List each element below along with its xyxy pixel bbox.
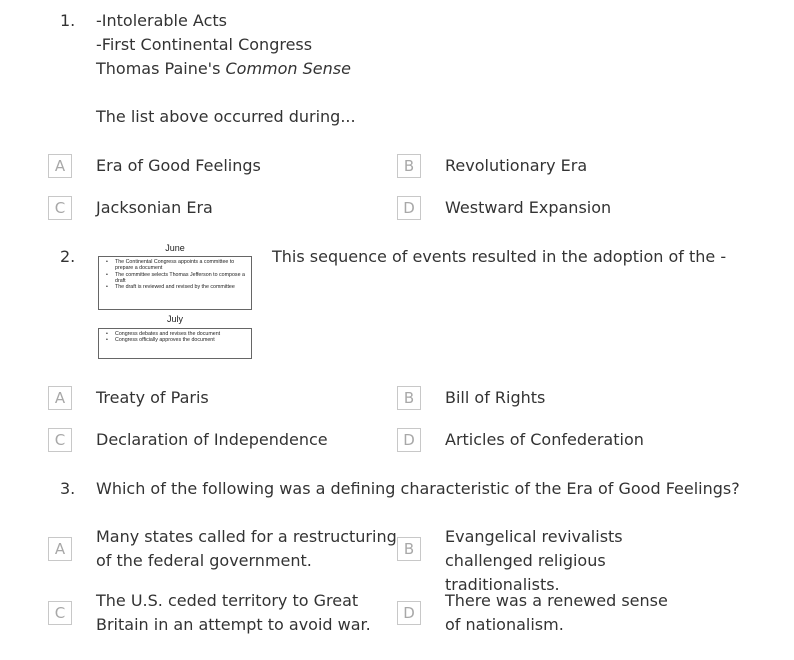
question-2-choice-a-text[interactable]: Treaty of Paris	[96, 388, 209, 407]
question-1-item-first-continental-congress: -First Continental Congress	[96, 35, 313, 54]
question-1-number: 1.	[60, 11, 76, 30]
question-1-choice-c-box[interactable]: C	[48, 196, 72, 220]
question-2-choice-d-text[interactable]: Articles of Confederation	[445, 430, 644, 449]
question-1-choice-a-box[interactable]: A	[48, 154, 72, 178]
timeline-june-label: June	[165, 243, 185, 253]
question-1-choice-b-text[interactable]: Revolutionary Era	[445, 156, 588, 175]
question-3-choice-a-box[interactable]: A	[48, 537, 72, 561]
question-2-choice-c-box[interactable]: C	[48, 428, 72, 452]
question-3-number: 3.	[60, 479, 76, 498]
timeline-july-box	[98, 328, 252, 359]
timeline-july-item: • Congress officially approves the document	[115, 337, 247, 343]
question-2-number: 2.	[60, 247, 76, 266]
question-3-choice-d-box[interactable]: D	[397, 601, 421, 625]
question-2-prompt: This sequence of events resulted in the adoption of the -	[272, 247, 727, 266]
question-1-prompt: The list above occurred during...	[96, 107, 356, 126]
question-3-choice-c-box[interactable]: C	[48, 601, 72, 625]
timeline-june-item: • The committee selects Thomas Jefferson to compose a draft	[115, 272, 247, 285]
timeline-june-item: • The Continental Congress appoints a committee to prepare a document	[115, 259, 247, 272]
question-1-choice-a-text[interactable]: Era of Good Feelings	[96, 156, 261, 175]
question-1-choice-d-text[interactable]: Westward Expansion	[445, 198, 612, 217]
question-2-timeline-figure	[96, 242, 258, 362]
question-1-item-intolerable-acts: -Intolerable Acts	[96, 11, 227, 30]
question-2-choice-b-box[interactable]: B	[397, 386, 421, 410]
question-3-choice-d-text[interactable]: There was a renewed sense of nationalism.	[445, 591, 668, 634]
question-2-choice-b-text[interactable]: Bill of Rights	[445, 388, 546, 407]
question-3-choice-a-text[interactable]: Many states called for a restructuring of the federal government.	[96, 527, 397, 570]
timeline-july-item: • Congress debates and revises the document	[115, 331, 247, 337]
timeline-june-item: • The draft is reviewed and revised by the committee	[115, 284, 247, 290]
question-3-choice-b-text[interactable]: Evangelical revivalists challenged religious traditionalists.	[445, 527, 623, 594]
question-2-choice-c-text[interactable]: Declaration of Independence	[96, 430, 328, 449]
question-3-choice-c-text[interactable]: The U.S. ceded territory to Great Britain in an attempt to avoid war.	[96, 591, 371, 634]
timeline-july-label: July	[166, 314, 183, 324]
paine-prefix: Thomas Paine's	[96, 59, 226, 78]
question-1-item-common-sense	[96, 57, 351, 81]
question-2-choice-a-box[interactable]: A	[48, 386, 72, 410]
question-1-choice-d-box[interactable]: D	[397, 196, 421, 220]
question-3-prompt: Which of the following was a defining characteristic of the Era of Good Feelings?	[96, 479, 740, 498]
question-2-choice-d-box[interactable]: D	[397, 428, 421, 452]
common-sense-title: Common Sense	[225, 59, 351, 78]
question-1-choice-c-text[interactable]: Jacksonian Era	[96, 198, 213, 217]
question-3-choice-b-box[interactable]: B	[397, 537, 421, 561]
question-1-choice-b-box[interactable]: B	[397, 154, 421, 178]
timeline-june-box	[98, 256, 252, 310]
